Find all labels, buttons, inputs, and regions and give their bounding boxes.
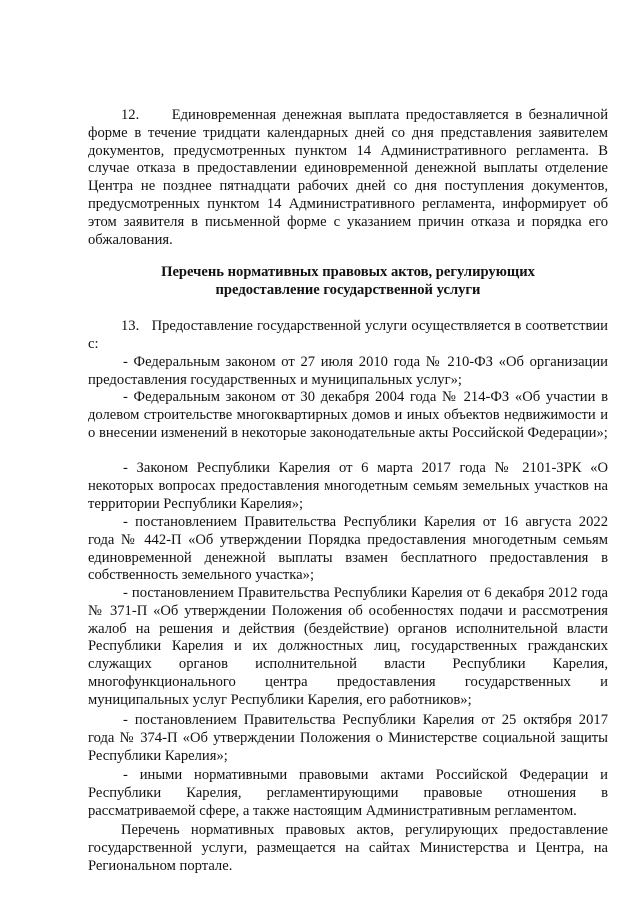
- list-item-law-214: - Федеральным законом от 30 декабря 2004 года № 214-ФЗ «Об участии в долевом строительстве многоквартирных домов и иных объектов недвижимости и о внесении изменений в некоторые законодательные акты Российской Федерации»;: [88, 389, 608, 441]
- section-heading: [88, 264, 608, 300]
- list-item-law-210: - Федеральным законом от 27 июля 2010 года № 210-ФЗ «Об организации предоставления государственных и муниципальных услуг»;: [88, 354, 608, 388]
- heading-line-1: Перечень нормативных правовых актов, регулирующих: [161, 264, 535, 280]
- closing-paragraph: Перечень нормативных правовых актов, регулирующих предоставление государственной услуги, размещается на сайтах Министерства и Центра, на Региональном портале.: [88, 822, 608, 874]
- list-item-decree-371: - постановлением Правительства Республики Карелия от 6 декабря 2012 года № 371-П «Об утверждении Положения об особенностях подачи и рассмотрения жалоб на решения и действия (бездействие) органов исполнительной власти Республики Карелия и их должностных лиц, государственных гражданских служащих органов исполнительной власти Республики Карелия, многофункционального центра предоставления государственных и муниципальных услуг Республики Карелия, его работников»;: [88, 585, 608, 708]
- paragraph-13: 13. Предоставление государственной услуги осуществляется в соответствии с:: [88, 318, 608, 352]
- paragraph-12: 12. Единовременная денежная выплата предоставляется в безналичной форме в течение тридцати календарных дней со дня представления заявителем документов, предусмотренных пунктом 14 Административного регламента. В случае отказа в предоставлении единовременной денежной выплаты отделение Центра не позднее пятнадцати рабочих дней со дня поступления документов, предусмотренных пунктом 14 Административного регламента, информирует об этом заявителя в письменной форме с указанием причин отказа и порядка его обжалования.: [88, 107, 608, 248]
- list-item-decree-442: - постановлением Правительства Республики Карелия от 16 августа 2022 года № 442-П «Об утверждении Порядка предоставления многодетным семьям единовременной денежной выплаты взамен бесплатного предоставления в собственность земельного участка»;: [88, 514, 608, 584]
- list-item-law-2101: - Законом Республики Карелия от 6 марта 2017 года № 2101-ЗРК «О некоторых вопросах предоставления многодетным семьям земельных участков на территории Республики Карелия»;: [88, 460, 608, 512]
- list-item-decree-374: - постановлением Правительства Республики Карелия от 25 октября 2017 года № 374-П «Об утверждении Положения о Министерстве социальной защиты Республики Карелия»;: [88, 712, 608, 764]
- heading-line-2: предоставление государственной услуги: [215, 281, 481, 298]
- list-item-other-acts: - иными нормативными правовыми актами Российской Федерации и Республики Карелия, регламентирующими правовые отношения в рассматриваемой сфере, а также настоящим Административным регламентом.: [88, 767, 608, 819]
